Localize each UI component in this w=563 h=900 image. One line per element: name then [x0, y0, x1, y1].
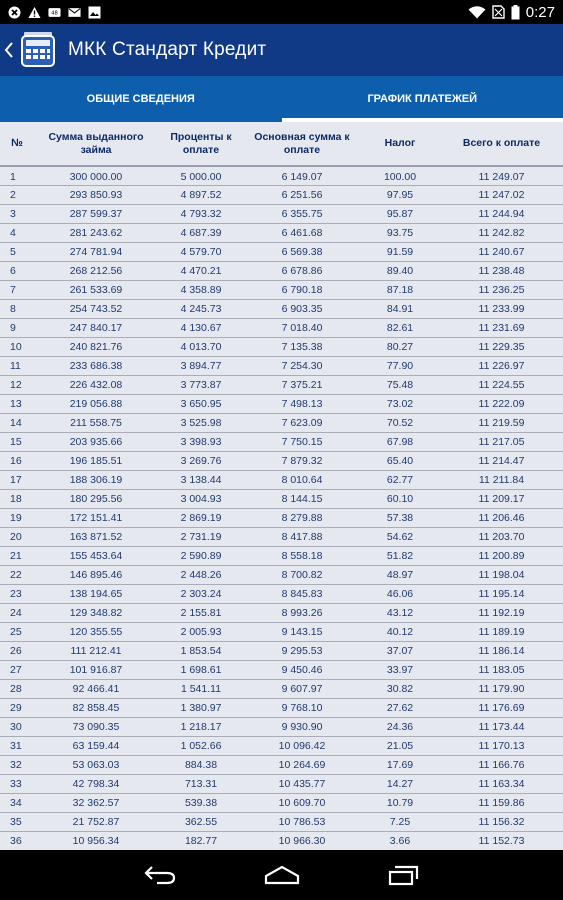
cell-total: 11 229.35: [440, 337, 563, 356]
cell-principal: 8 558.18: [244, 546, 360, 565]
cell-total: 11 173.44: [440, 717, 563, 736]
cell-principal: 10 786.53: [244, 812, 360, 831]
cell-tax: 3.66: [360, 831, 440, 850]
cell-total: 11 238.48: [440, 261, 563, 280]
cell-principal: 7 254.30: [244, 356, 360, 375]
app-bar: [0, 24, 563, 76]
cell-total: 11 226.97: [440, 356, 563, 375]
cell-tax: 43.12: [360, 603, 440, 622]
cell-total: 11 189.19: [440, 622, 563, 641]
cell-number: 35: [0, 812, 34, 831]
cell-loan-amount: 281 243.62: [34, 223, 158, 242]
header-interest: Проценты к оплате: [158, 122, 244, 166]
cell-number: 11: [0, 356, 34, 375]
cell-principal: 9 143.15: [244, 622, 360, 641]
cell-number: 20: [0, 527, 34, 546]
table-row: [0, 679, 563, 698]
cell-total: 11 198.04: [440, 565, 563, 584]
cell-number: 34: [0, 793, 34, 812]
cell-tax: 70.52: [360, 413, 440, 432]
table-row: [0, 755, 563, 774]
cell-principal: 6 790.18: [244, 280, 360, 299]
cell-tax: 91.59: [360, 242, 440, 261]
cell-principal: 7 750.15: [244, 432, 360, 451]
image-icon: [88, 6, 101, 19]
table-row: [0, 660, 563, 679]
cell-number: 16: [0, 451, 34, 470]
table-row: [0, 470, 563, 489]
cell-total: 11 214.47: [440, 451, 563, 470]
cell-total: 11 236.25: [440, 280, 563, 299]
cell-principal: 7 879.32: [244, 451, 360, 470]
cell-number: 25: [0, 622, 34, 641]
cell-number: 9: [0, 318, 34, 337]
cell-interest: 539.38: [158, 793, 244, 812]
cell-principal: 8 993.26: [244, 603, 360, 622]
keyboard-badge-icon: [48, 6, 61, 19]
cell-number: 14: [0, 413, 34, 432]
cell-principal: 10 966.30: [244, 831, 360, 850]
cell-principal: 9 295.53: [244, 641, 360, 660]
cell-interest: 4 793.32: [158, 204, 244, 223]
cell-number: 2: [0, 185, 34, 204]
table-row: [0, 451, 563, 470]
table-row: [0, 261, 563, 280]
cell-number: 18: [0, 489, 34, 508]
cell-interest: 3 398.93: [158, 432, 244, 451]
cell-tax: 37.07: [360, 641, 440, 660]
tab-general-info[interactable]: [0, 76, 282, 122]
cell-interest: 3 004.93: [158, 489, 244, 508]
header-total: Всего к оплате: [440, 122, 563, 166]
cell-total: 11 156.32: [440, 812, 563, 831]
header-loan-amount: Сумма выданного займа: [34, 122, 158, 166]
cell-total: 11 163.34: [440, 774, 563, 793]
table-row: [0, 223, 563, 242]
table-row: [0, 793, 563, 812]
back-arrow-icon[interactable]: [140, 860, 180, 890]
cell-tax: 65.40: [360, 451, 440, 470]
cell-interest: 1 052.66: [158, 736, 244, 755]
cell-principal: 7 375.21: [244, 375, 360, 394]
table-header-row: [0, 122, 563, 166]
cell-number: 31: [0, 736, 34, 755]
table-row: [0, 280, 563, 299]
cell-principal: 6 461.68: [244, 223, 360, 242]
cell-principal: 8 144.15: [244, 489, 360, 508]
cell-tax: 60.10: [360, 489, 440, 508]
table-row: [0, 527, 563, 546]
home-icon[interactable]: [262, 860, 302, 890]
close-circle-icon: [8, 6, 21, 19]
cell-interest: 2 731.19: [158, 527, 244, 546]
cell-tax: 93.75: [360, 223, 440, 242]
table-row: [0, 356, 563, 375]
cell-interest: 2 869.19: [158, 508, 244, 527]
cell-tax: 46.06: [360, 584, 440, 603]
cell-loan-amount: 163 871.52: [34, 527, 158, 546]
cell-interest: 2 448.26: [158, 565, 244, 584]
cell-interest: 2 590.89: [158, 546, 244, 565]
cell-interest: 1 698.61: [158, 660, 244, 679]
cell-principal: 10 264.69: [244, 755, 360, 774]
cell-total: 11 179.90: [440, 679, 563, 698]
table-row: [0, 698, 563, 717]
table-row: [0, 508, 563, 527]
cell-tax: 75.48: [360, 375, 440, 394]
cell-loan-amount: 240 821.76: [34, 337, 158, 356]
cell-number: 6: [0, 261, 34, 280]
cell-loan-amount: 53 063.03: [34, 755, 158, 774]
cell-number: 22: [0, 565, 34, 584]
cell-tax: 14.27: [360, 774, 440, 793]
cell-number: 33: [0, 774, 34, 793]
app-title: МКК Стандарт Кредит: [68, 39, 267, 60]
cell-loan-amount: 101 916.87: [34, 660, 158, 679]
cell-total: 11 240.67: [440, 242, 563, 261]
cell-interest: 884.38: [158, 755, 244, 774]
cell-principal: 6 903.35: [244, 299, 360, 318]
cell-principal: 7 135.38: [244, 337, 360, 356]
cell-interest: 362.55: [158, 812, 244, 831]
cell-interest: 2 155.81: [158, 603, 244, 622]
cell-interest: 1 218.17: [158, 717, 244, 736]
cell-loan-amount: 155 453.64: [34, 546, 158, 565]
cell-tax: 21.05: [360, 736, 440, 755]
cell-tax: 67.98: [360, 432, 440, 451]
cell-loan-amount: 120 355.55: [34, 622, 158, 641]
cell-interest: 2 005.93: [158, 622, 244, 641]
cell-number: 17: [0, 470, 34, 489]
table-row: [0, 717, 563, 736]
cell-number: 23: [0, 584, 34, 603]
table-row: [0, 603, 563, 622]
cell-principal: 6 251.56: [244, 185, 360, 204]
cell-tax: 24.36: [360, 717, 440, 736]
cell-interest: 3 138.44: [158, 470, 244, 489]
cell-total: 11 192.19: [440, 603, 563, 622]
cell-tax: 82.61: [360, 318, 440, 337]
cell-interest: 4 470.21: [158, 261, 244, 280]
cell-total: 11 231.69: [440, 318, 563, 337]
cell-tax: 48.97: [360, 565, 440, 584]
cell-number: 7: [0, 280, 34, 299]
table-row: [0, 489, 563, 508]
cell-total: 11 206.46: [440, 508, 563, 527]
cell-total: 11 170.13: [440, 736, 563, 755]
cell-tax: 100.00: [360, 166, 440, 185]
cell-principal: 6 569.38: [244, 242, 360, 261]
table-row: [0, 166, 563, 185]
back-chevron-icon[interactable]: [4, 40, 16, 60]
cell-interest: 2 303.24: [158, 584, 244, 603]
cell-tax: 87.18: [360, 280, 440, 299]
warning-icon: [28, 6, 41, 19]
cell-interest: 1 853.54: [158, 641, 244, 660]
cell-number: 13: [0, 394, 34, 413]
cell-loan-amount: 254 743.52: [34, 299, 158, 318]
cell-total: 11 200.89: [440, 546, 563, 565]
cell-number: 28: [0, 679, 34, 698]
cell-tax: 40.12: [360, 622, 440, 641]
table-row: [0, 337, 563, 356]
cell-tax: 95.87: [360, 204, 440, 223]
cell-total: 11 217.05: [440, 432, 563, 451]
cell-loan-amount: 172 151.41: [34, 508, 158, 527]
cell-loan-amount: 82 858.45: [34, 698, 158, 717]
cell-loan-amount: 274 781.94: [34, 242, 158, 261]
cell-total: 11 233.99: [440, 299, 563, 318]
recent-apps-icon[interactable]: [384, 860, 424, 890]
cell-loan-amount: 247 840.17: [34, 318, 158, 337]
cell-interest: 1 380.97: [158, 698, 244, 717]
cell-loan-amount: 180 295.56: [34, 489, 158, 508]
cell-principal: 9 930.90: [244, 717, 360, 736]
cell-number: 21: [0, 546, 34, 565]
cell-principal: 8 845.83: [244, 584, 360, 603]
cell-loan-amount: 211 558.75: [34, 413, 158, 432]
cell-number: 36: [0, 831, 34, 850]
cell-loan-amount: 32 362.57: [34, 793, 158, 812]
cell-principal: 6 355.75: [244, 204, 360, 223]
cell-total: 11 166.76: [440, 755, 563, 774]
cell-loan-amount: 10 956.34: [34, 831, 158, 850]
cell-number: 5: [0, 242, 34, 261]
cell-principal: 10 435.77: [244, 774, 360, 793]
cell-loan-amount: 111 212.41: [34, 641, 158, 660]
header-principal: Основная сумма к оплате: [244, 122, 360, 166]
table-row: [0, 375, 563, 394]
cell-loan-amount: 300 000.00: [34, 166, 158, 185]
table-row: [0, 774, 563, 793]
table-row: [0, 622, 563, 641]
cell-total: 11 224.55: [440, 375, 563, 394]
cell-loan-amount: 42 798.34: [34, 774, 158, 793]
table-row: [0, 318, 563, 337]
cell-tax: 57.38: [360, 508, 440, 527]
cell-number: 3: [0, 204, 34, 223]
cell-total: 11 249.07: [440, 166, 563, 185]
cell-loan-amount: 146 895.46: [34, 565, 158, 584]
cell-interest: 3 650.95: [158, 394, 244, 413]
cell-number: 10: [0, 337, 34, 356]
status-bar: [0, 0, 563, 24]
cell-interest: 4 579.70: [158, 242, 244, 261]
cell-tax: 54.62: [360, 527, 440, 546]
cell-loan-amount: 188 306.19: [34, 470, 158, 489]
cell-interest: 5 000.00: [158, 166, 244, 185]
table-row: [0, 204, 563, 223]
cell-loan-amount: 129 348.82: [34, 603, 158, 622]
cell-interest: 3 525.98: [158, 413, 244, 432]
cell-loan-amount: 219 056.88: [34, 394, 158, 413]
cell-principal: 9 607.97: [244, 679, 360, 698]
cell-number: 30: [0, 717, 34, 736]
cell-interest: 3 773.87: [158, 375, 244, 394]
table-row: [0, 546, 563, 565]
cell-tax: 77.90: [360, 356, 440, 375]
cell-principal: 7 623.09: [244, 413, 360, 432]
cell-loan-amount: 226 432.08: [34, 375, 158, 394]
table-row: [0, 736, 563, 755]
cell-tax: 30.82: [360, 679, 440, 698]
wifi-icon: [468, 6, 486, 19]
cell-number: 8: [0, 299, 34, 318]
cell-total: 11 186.14: [440, 641, 563, 660]
cell-total: 11 211.84: [440, 470, 563, 489]
tab-label: ГРАФИК ПЛАТЕЖЕЙ: [367, 93, 478, 105]
cell-loan-amount: 73 090.35: [34, 717, 158, 736]
cell-tax: 97.95: [360, 185, 440, 204]
table-row: [0, 413, 563, 432]
cell-loan-amount: 233 686.38: [34, 356, 158, 375]
table-row: [0, 584, 563, 603]
cell-tax: 7.25: [360, 812, 440, 831]
cell-loan-amount: 21 752.87: [34, 812, 158, 831]
cell-number: 24: [0, 603, 34, 622]
cell-interest: 3 894.77: [158, 356, 244, 375]
cell-principal: 8 700.82: [244, 565, 360, 584]
cell-principal: 10 096.42: [244, 736, 360, 755]
tab-bar: [0, 76, 563, 122]
cell-loan-amount: 287 599.37: [34, 204, 158, 223]
table-row: [0, 432, 563, 451]
cell-principal: 7 498.13: [244, 394, 360, 413]
cell-interest: 4 013.70: [158, 337, 244, 356]
cell-total: 11 247.02: [440, 185, 563, 204]
table-row: [0, 831, 563, 850]
table-row: [0, 299, 563, 318]
cell-total: 11 183.05: [440, 660, 563, 679]
cell-loan-amount: 261 533.69: [34, 280, 158, 299]
cell-total: 11 159.86: [440, 793, 563, 812]
table-row: [0, 394, 563, 413]
cell-principal: 7 018.40: [244, 318, 360, 337]
app-calculator-logo[interactable]: [18, 30, 58, 70]
navigation-bar: [0, 850, 563, 900]
tab-label: ОБЩИЕ СВЕДЕНИЯ: [86, 93, 195, 105]
cell-number: 1: [0, 166, 34, 185]
cell-tax: 84.91: [360, 299, 440, 318]
cell-interest: 4 897.52: [158, 185, 244, 204]
cell-tax: 73.02: [360, 394, 440, 413]
cell-number: 26: [0, 641, 34, 660]
cell-loan-amount: 203 935.66: [34, 432, 158, 451]
cell-total: 11 244.94: [440, 204, 563, 223]
cell-number: 12: [0, 375, 34, 394]
cell-number: 29: [0, 698, 34, 717]
payment-schedule-table: [0, 122, 563, 850]
cell-principal: 6 678.86: [244, 261, 360, 280]
payment-schedule-table-container[interactable]: [0, 122, 563, 850]
cell-number: 19: [0, 508, 34, 527]
cell-total: 11 152.73: [440, 831, 563, 850]
tab-payment-schedule[interactable]: [282, 76, 563, 122]
cell-tax: 27.62: [360, 698, 440, 717]
no-sim-icon: [492, 6, 505, 19]
cell-total: 11 203.70: [440, 527, 563, 546]
cell-tax: 33.97: [360, 660, 440, 679]
cell-number: 4: [0, 223, 34, 242]
cell-tax: 17.69: [360, 755, 440, 774]
cell-number: 32: [0, 755, 34, 774]
cell-principal: 9 768.10: [244, 698, 360, 717]
cell-interest: 3 269.76: [158, 451, 244, 470]
cell-loan-amount: 92 466.41: [34, 679, 158, 698]
cell-loan-amount: 63 159.44: [34, 736, 158, 755]
cell-interest: 4 245.73: [158, 299, 244, 318]
cell-total: 11 242.82: [440, 223, 563, 242]
table-row: [0, 565, 563, 584]
cell-total: 11 209.17: [440, 489, 563, 508]
cell-loan-amount: 293 850.93: [34, 185, 158, 204]
cell-tax: 89.40: [360, 261, 440, 280]
cell-tax: 51.82: [360, 546, 440, 565]
cell-principal: 8 417.88: [244, 527, 360, 546]
header-tax: Налог: [360, 122, 440, 166]
clock: 0:27: [525, 3, 555, 21]
cell-tax: 10.79: [360, 793, 440, 812]
cell-tax: 80.27: [360, 337, 440, 356]
cell-principal: 8 010.64: [244, 470, 360, 489]
cell-interest: 182.77: [158, 831, 244, 850]
cell-interest: 713.31: [158, 774, 244, 793]
svg-text:48: 48: [51, 10, 58, 17]
cell-loan-amount: 268 212.56: [34, 261, 158, 280]
cell-principal: 8 279.88: [244, 508, 360, 527]
cell-total: 11 222.09: [440, 394, 563, 413]
cell-principal: 6 149.07: [244, 166, 360, 185]
cell-loan-amount: 196 185.51: [34, 451, 158, 470]
cell-total: 11 219.59: [440, 413, 563, 432]
cell-loan-amount: 138 194.65: [34, 584, 158, 603]
cell-interest: 4 687.39: [158, 223, 244, 242]
battery-icon: [511, 6, 520, 19]
cell-total: 11 176.69: [440, 698, 563, 717]
table-row: [0, 812, 563, 831]
cell-interest: 4 358.89: [158, 280, 244, 299]
cell-number: 15: [0, 432, 34, 451]
cell-principal: 10 609.70: [244, 793, 360, 812]
cell-number: 27: [0, 660, 34, 679]
cell-interest: 1 541.11: [158, 679, 244, 698]
table-row: [0, 185, 563, 204]
mail-icon: [68, 6, 81, 19]
cell-total: 11 195.14: [440, 584, 563, 603]
cell-principal: 9 450.46: [244, 660, 360, 679]
cell-tax: 62.77: [360, 470, 440, 489]
table-row: [0, 242, 563, 261]
header-number: №: [0, 122, 34, 166]
cell-interest: 4 130.67: [158, 318, 244, 337]
table-row: [0, 641, 563, 660]
